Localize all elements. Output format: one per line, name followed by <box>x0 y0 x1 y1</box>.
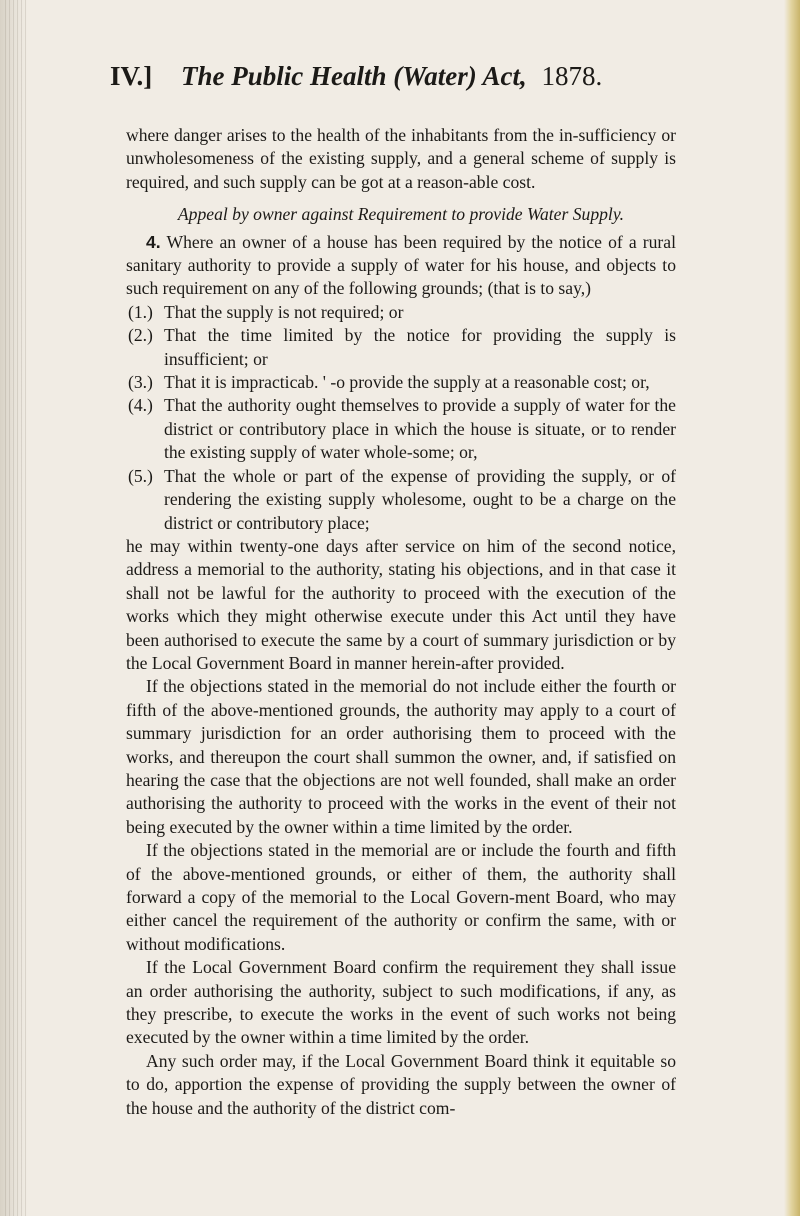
body-paragraph: If the objections stated in the memorial are or include the fourth and fifth of the above-mentioned grounds, or either of them, the authority shall forward a copy of the memorial to the Local Govern-ment Board, who may either cancel the requirement of the authority or confirm the same, with or without modifications. <box>126 840 676 954</box>
page-text <box>126 124 676 1120</box>
ground-marker: (3.) <box>128 372 153 393</box>
ground-marker: (1.) <box>128 301 153 322</box>
body-paragraph: If the Local Government Board confirm the requirement they shall issue an order authorising the authority, subject to such modifications, if any, as they prescribe, to execute the works in the event of such works not being executed by the owner within a time limited by the order. <box>126 957 676 1048</box>
clause-text: Where an owner of a house has been required by the notice of a rural sanitary authority to provide a supply of water for his house, and objects to such requirement on any of the following grounds; (that is to say,) <box>126 231 676 299</box>
running-head <box>110 58 710 94</box>
grounds-list <box>126 301 676 535</box>
ground-item <box>126 394 676 464</box>
ground-text: That the supply is not required; or <box>164 301 404 322</box>
ground-text: That the whole or part of the expense of providing the supply, or of rendering the existing supply wholesome, ought to be a charge on the district or contributory place; <box>164 465 676 533</box>
ground-item <box>126 371 676 394</box>
opening-paragraph: where danger arises to the health of the inhabitants from the in-sufficiency or unwholesomeness of the existing supply, and a general scheme of supply is required, and such supply can be got at a reason-able cost. <box>126 125 676 192</box>
running-head-title: The Public Health (Water) Act, <box>181 61 527 91</box>
page-edge-right <box>784 0 800 1216</box>
running-head-section: IV.] <box>110 61 153 91</box>
clause-4 <box>126 231 676 301</box>
ground-text: That the authority ought themselves to provide a supply of water for the district or contributory place in which the house is situate, or to render the existing supply of water whole-some; or, <box>164 395 676 463</box>
body-paragraph: Any such order may, if the Local Government Board think it equitable so to do, apportion the expense of providing the supply between the owner of the house and the authority of the district com- <box>126 1050 676 1118</box>
running-head-year: 1878. <box>541 61 603 91</box>
ground-text: That it is impracticab. ' -o provide the supply at a reasonable cost; or, <box>164 372 650 393</box>
binding-edge <box>2 0 26 1216</box>
clause-number: 4. <box>146 231 161 252</box>
ground-item <box>126 465 676 535</box>
section-heading: Appeal by owner against Requirement to provide Water Supply. <box>177 204 625 225</box>
ground-marker: (5.) <box>128 465 153 486</box>
ground-marker: (2.) <box>128 325 153 346</box>
body-paragraph: If the objections stated in the memorial do not include either the fourth or fifth of the above-mentioned grounds, the authority may apply to a court of summary jurisdiction for an order authorising them to proceed with the works, and thereupon the court shall summon the owner, and, if satisfied on hearing the case that the objections are not well founded, shall make an order authorising the authority to proceed with the works in the event of their not being executed by the owner within a time limited by the order. <box>126 676 676 837</box>
ground-item <box>126 301 676 324</box>
ground-marker: (4.) <box>128 395 153 416</box>
ground-item <box>126 324 676 371</box>
ground-text: That the time limited by the notice for providing the supply is insufficient; or <box>164 325 676 369</box>
after-grounds-paragraph: he may within twenty-one days after service on him of the second notice, address a memorial to the authority, stating his objections, and in that case it shall not be lawful for the authority to proceed with the execution of the works which they might otherwise execute under this Act until they have been authorised to execute the same by a court of summary jurisdiction or by the Local Government Board in manner herein-after provided. <box>126 535 676 673</box>
